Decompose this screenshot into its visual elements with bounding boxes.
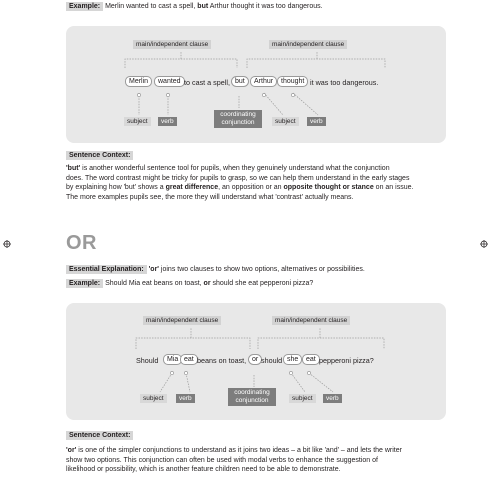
example-tag: Example:: [66, 279, 103, 288]
word-beans: beans on toast,: [197, 356, 247, 365]
word-merlin: Merlin: [125, 76, 152, 87]
context-text: is another wonderful sentence tool for pupils, when they genuinely understand what the conjunction: [80, 165, 390, 172]
word-cast: to cast a spell,: [184, 78, 230, 87]
context-text: on an issue.: [373, 184, 414, 191]
word-mia: Mia: [163, 354, 182, 365]
or-context-tag: [66, 432, 133, 439]
word-should: Should: [136, 356, 159, 365]
context-text: by explaining how 'but' shows a: [66, 184, 166, 191]
example-text-bold: but: [197, 3, 209, 10]
word-eat: eat: [180, 354, 198, 365]
clause-label-left: main/independent clause: [133, 40, 211, 49]
context-line: The more examples pupils see, the more they will understand what 'contrast' actually means.: [66, 193, 354, 201]
context-line: show two options. This conjunction can often be used with modal verbs to enhance the suggestion of: [66, 456, 378, 464]
example-text-post: should she eat pepperoni pizza?: [210, 280, 314, 287]
label-verb: verb: [158, 117, 177, 126]
word-or: or: [248, 354, 262, 365]
example-text-pre: Merlin wanted to cast a spell,: [105, 3, 198, 10]
label-subject: subject: [140, 394, 167, 403]
word-but: but: [231, 76, 249, 87]
sentence-context-tag: Sentence Context:: [66, 431, 133, 440]
label-subject: subject: [272, 117, 299, 126]
context-bold: opposite thought or stance: [283, 184, 374, 191]
context-bold: 'or': [66, 447, 77, 454]
context-line: likelihood or possibility, which is another feature children need to be able to demonstrate.: [66, 466, 341, 473]
clause-label-right: main/independent clause: [269, 40, 347, 49]
essential-explanation-tag: Essential Explanation:: [66, 265, 147, 274]
word-should: should: [261, 356, 283, 365]
word-wanted: wanted: [154, 76, 185, 87]
essential-bold: 'or': [148, 266, 159, 273]
section-heading-or: OR: [66, 232, 97, 254]
context-line: [66, 446, 432, 456]
word-rest: it was too dangerous.: [310, 78, 379, 87]
clause-label-left: main/independent clause: [143, 316, 221, 325]
context-bold: great difference: [165, 184, 219, 191]
example-tag: Example:: [66, 2, 103, 11]
word-eat: eat: [302, 354, 320, 365]
label-coordinating-conjunction: coordinating conjunction: [228, 388, 276, 406]
essential-text: joins two clauses to show two options, alternatives or possibilities.: [158, 266, 365, 273]
word-rest: pepperoni pizza?: [319, 356, 374, 365]
example-text-post: Arthur thought it was too dangerous.: [208, 3, 323, 10]
example-text-bold: or: [203, 280, 211, 287]
sentence-context-tag: Sentence Context:: [66, 151, 133, 160]
clause-label-right: main/independent clause: [272, 316, 350, 325]
word-she: she: [283, 354, 302, 365]
label-verb: verb: [176, 394, 195, 403]
or-context-paragraph: [66, 446, 432, 475]
word-thought: thought: [277, 76, 308, 87]
label-subject: subject: [289, 394, 316, 403]
context-text: is one of the simpler conjunctions to understand as it joins two ideas – a bit like 'and' – and lets the writer: [76, 447, 402, 454]
label-coordinating-conjunction: coordinating conjunction: [214, 110, 262, 128]
context-text: , an opposition or an: [218, 184, 284, 191]
label-subject: subject: [124, 117, 151, 126]
word-arthur: Arthur: [250, 76, 277, 87]
label-verb: verb: [323, 394, 342, 403]
example-text-pre: Should Mia eat beans on toast,: [105, 280, 204, 287]
label-verb: verb: [307, 117, 326, 126]
context-line: does. The word contrast might be tricky for pupils to grasp, so we can help them understand in the early stages: [66, 174, 410, 182]
context-bold: 'but': [66, 165, 81, 172]
